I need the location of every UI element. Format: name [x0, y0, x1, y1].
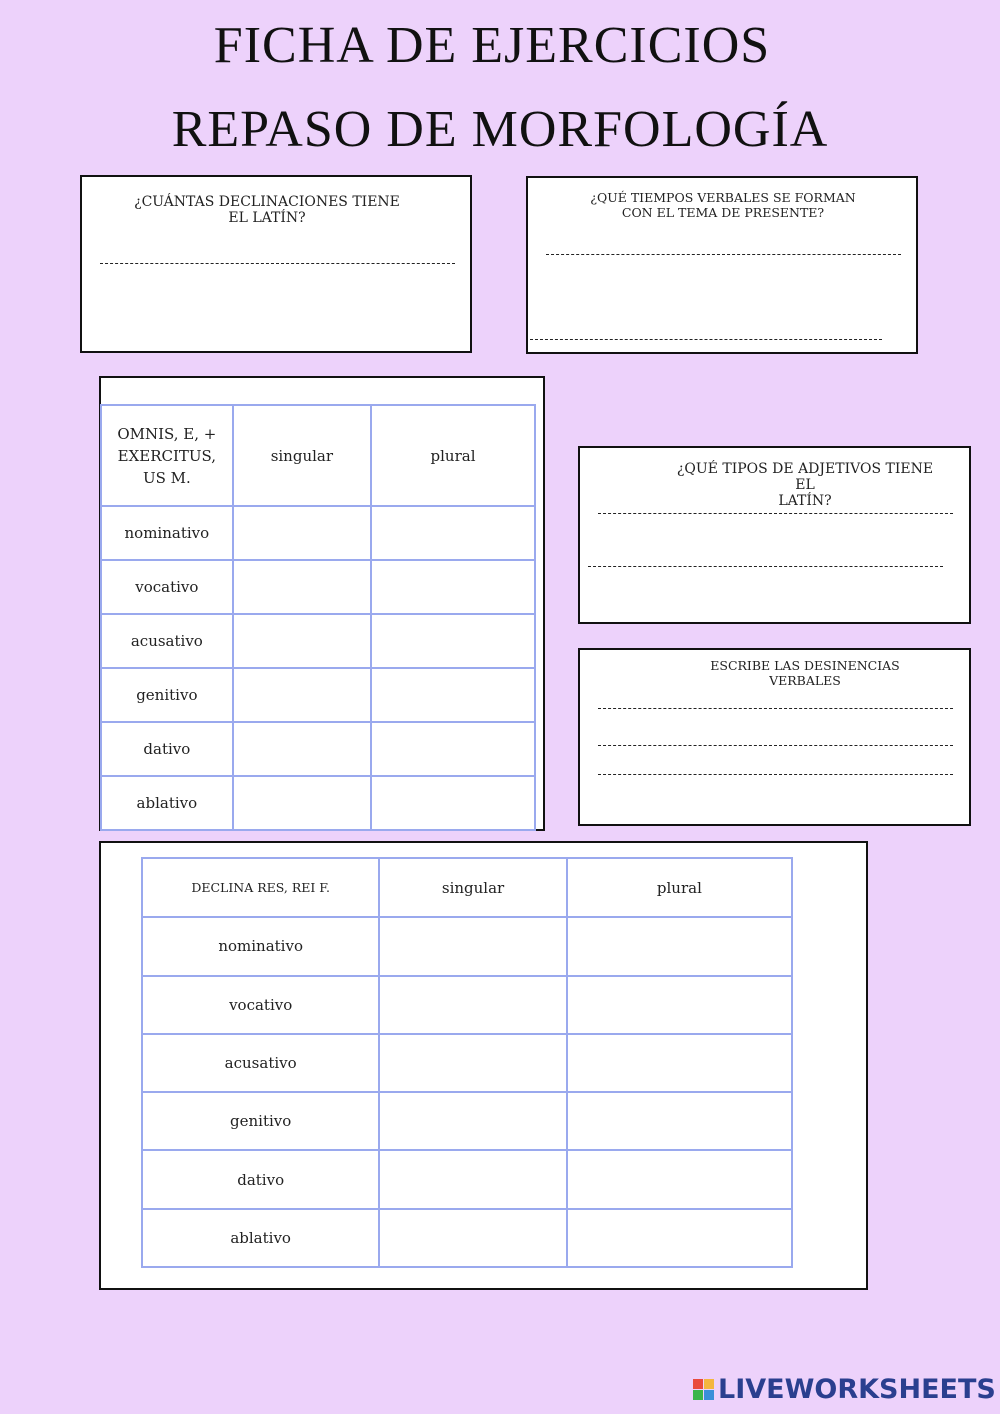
logo-mark-icon: [693, 1379, 714, 1400]
answer-cell-singular[interactable]: [379, 1092, 566, 1150]
answer-line[interactable]: [598, 513, 953, 514]
answer-line[interactable]: [530, 339, 882, 340]
table-header-words: [101, 405, 233, 506]
answer-cell-singular[interactable]: [233, 776, 371, 830]
worksheet-title: FICHA DE EJERCICIOS: [213, 17, 771, 74]
logo-mark-square: [693, 1379, 703, 1389]
answer-line[interactable]: [598, 708, 953, 709]
question-box-verb-endings: [578, 648, 971, 826]
table-row: [101, 668, 535, 722]
case-label: nominativo: [142, 917, 379, 975]
answer-cell-singular[interactable]: [379, 917, 566, 975]
case-label: nominativo: [101, 506, 233, 560]
table-header-row: [101, 405, 535, 506]
logo-mark-square: [693, 1390, 703, 1400]
question-adjectives: [670, 461, 940, 509]
answer-cell-singular[interactable]: [379, 1150, 566, 1208]
table-row: [142, 976, 792, 1034]
answer-cell-singular[interactable]: [233, 506, 371, 560]
case-label: vocativo: [142, 976, 379, 1034]
table-row: [142, 1209, 792, 1267]
answer-cell-singular[interactable]: [233, 614, 371, 668]
question-line: ¿CUÁNTAS DECLINACIONES TIENE: [134, 194, 400, 210]
logo-mark-square: [704, 1390, 714, 1400]
question-line: ¿QUÉ TIEMPOS VERBALES SE FORMAN: [590, 190, 856, 205]
answer-cell-plural[interactable]: [567, 917, 792, 975]
answer-cell-plural[interactable]: [371, 506, 535, 560]
question-line: ESCRIBE LAS DESINENCIAS VERBALES: [710, 658, 900, 688]
table-header-words: DECLINA RES, REI F.: [142, 858, 379, 917]
case-label: ablativo: [101, 776, 233, 830]
answer-cell-singular[interactable]: [233, 560, 371, 614]
answer-cell-singular[interactable]: [233, 668, 371, 722]
answer-line[interactable]: [598, 774, 953, 775]
answer-cell-plural[interactable]: [567, 1034, 792, 1092]
answer-cell-plural[interactable]: [567, 1150, 792, 1208]
table-row: [142, 1034, 792, 1092]
answer-line[interactable]: [546, 254, 901, 255]
table-row: [101, 506, 535, 560]
table-header-row: [142, 858, 792, 917]
table-header-singular: singular: [233, 405, 371, 506]
header-line: US M.: [142, 468, 191, 487]
answer-line[interactable]: [100, 263, 455, 264]
question-box-present-tenses: [526, 176, 918, 354]
case-label: acusativo: [142, 1034, 379, 1092]
answer-cell-plural[interactable]: [371, 776, 535, 830]
table-header-plural: plural: [567, 858, 792, 917]
question-line: EL LATÍN?: [228, 210, 306, 226]
table-row: [101, 776, 535, 830]
header-line: OMNIS, E, +: [117, 424, 217, 443]
answer-cell-plural[interactable]: [371, 560, 535, 614]
table-header-singular: singular: [379, 858, 566, 917]
question-verb-endings: [680, 658, 930, 688]
question-box-declinations: [80, 175, 472, 353]
case-label: genitivo: [101, 668, 233, 722]
question-line: CON EL TEMA DE PRESENTE?: [621, 205, 825, 220]
answer-cell-plural[interactable]: [567, 976, 792, 1034]
question-box-adjectives: [578, 446, 971, 624]
table-header-plural: plural: [371, 405, 535, 506]
question-line: ¿QUÉ TIPOS DE ADJETIVOS TIENE EL: [676, 461, 934, 493]
logo-text: LIVEWORKSHEETS: [718, 1373, 996, 1405]
answer-cell-plural[interactable]: [371, 614, 535, 668]
answer-cell-singular[interactable]: [379, 1034, 566, 1092]
answer-cell-singular[interactable]: [379, 1209, 566, 1267]
answer-line[interactable]: [588, 566, 943, 567]
declension-table-omnis: [100, 404, 536, 831]
answer-cell-plural[interactable]: [371, 722, 535, 776]
table-row: [101, 614, 535, 668]
liveworksheets-logo[interactable]: [693, 1374, 996, 1404]
header-line: EXERCITUS,: [117, 446, 217, 465]
answer-cell-singular[interactable]: [379, 976, 566, 1034]
answer-cell-plural[interactable]: [567, 1209, 792, 1267]
answer-cell-plural[interactable]: [567, 1092, 792, 1150]
case-label: dativo: [101, 722, 233, 776]
question-declinations: [122, 194, 412, 226]
declension-table-res: [141, 857, 793, 1268]
case-label: ablativo: [142, 1209, 379, 1267]
logo-mark-square: [704, 1379, 714, 1389]
table-row: [142, 1150, 792, 1208]
answer-cell-plural[interactable]: [371, 668, 535, 722]
answer-cell-singular[interactable]: [233, 722, 371, 776]
case-label: dativo: [142, 1150, 379, 1208]
table-row: [101, 560, 535, 614]
table-row: [101, 722, 535, 776]
question-present-tenses: [578, 190, 868, 220]
question-line: LATÍN?: [778, 493, 832, 509]
case-label: genitivo: [142, 1092, 379, 1150]
table-row: [142, 917, 792, 975]
case-label: acusativo: [101, 614, 233, 668]
answer-line[interactable]: [598, 745, 953, 746]
table-row: [142, 1092, 792, 1150]
case-label: vocativo: [101, 560, 233, 614]
worksheet-subtitle: REPASO DE MORFOLOGÍA: [171, 101, 829, 158]
